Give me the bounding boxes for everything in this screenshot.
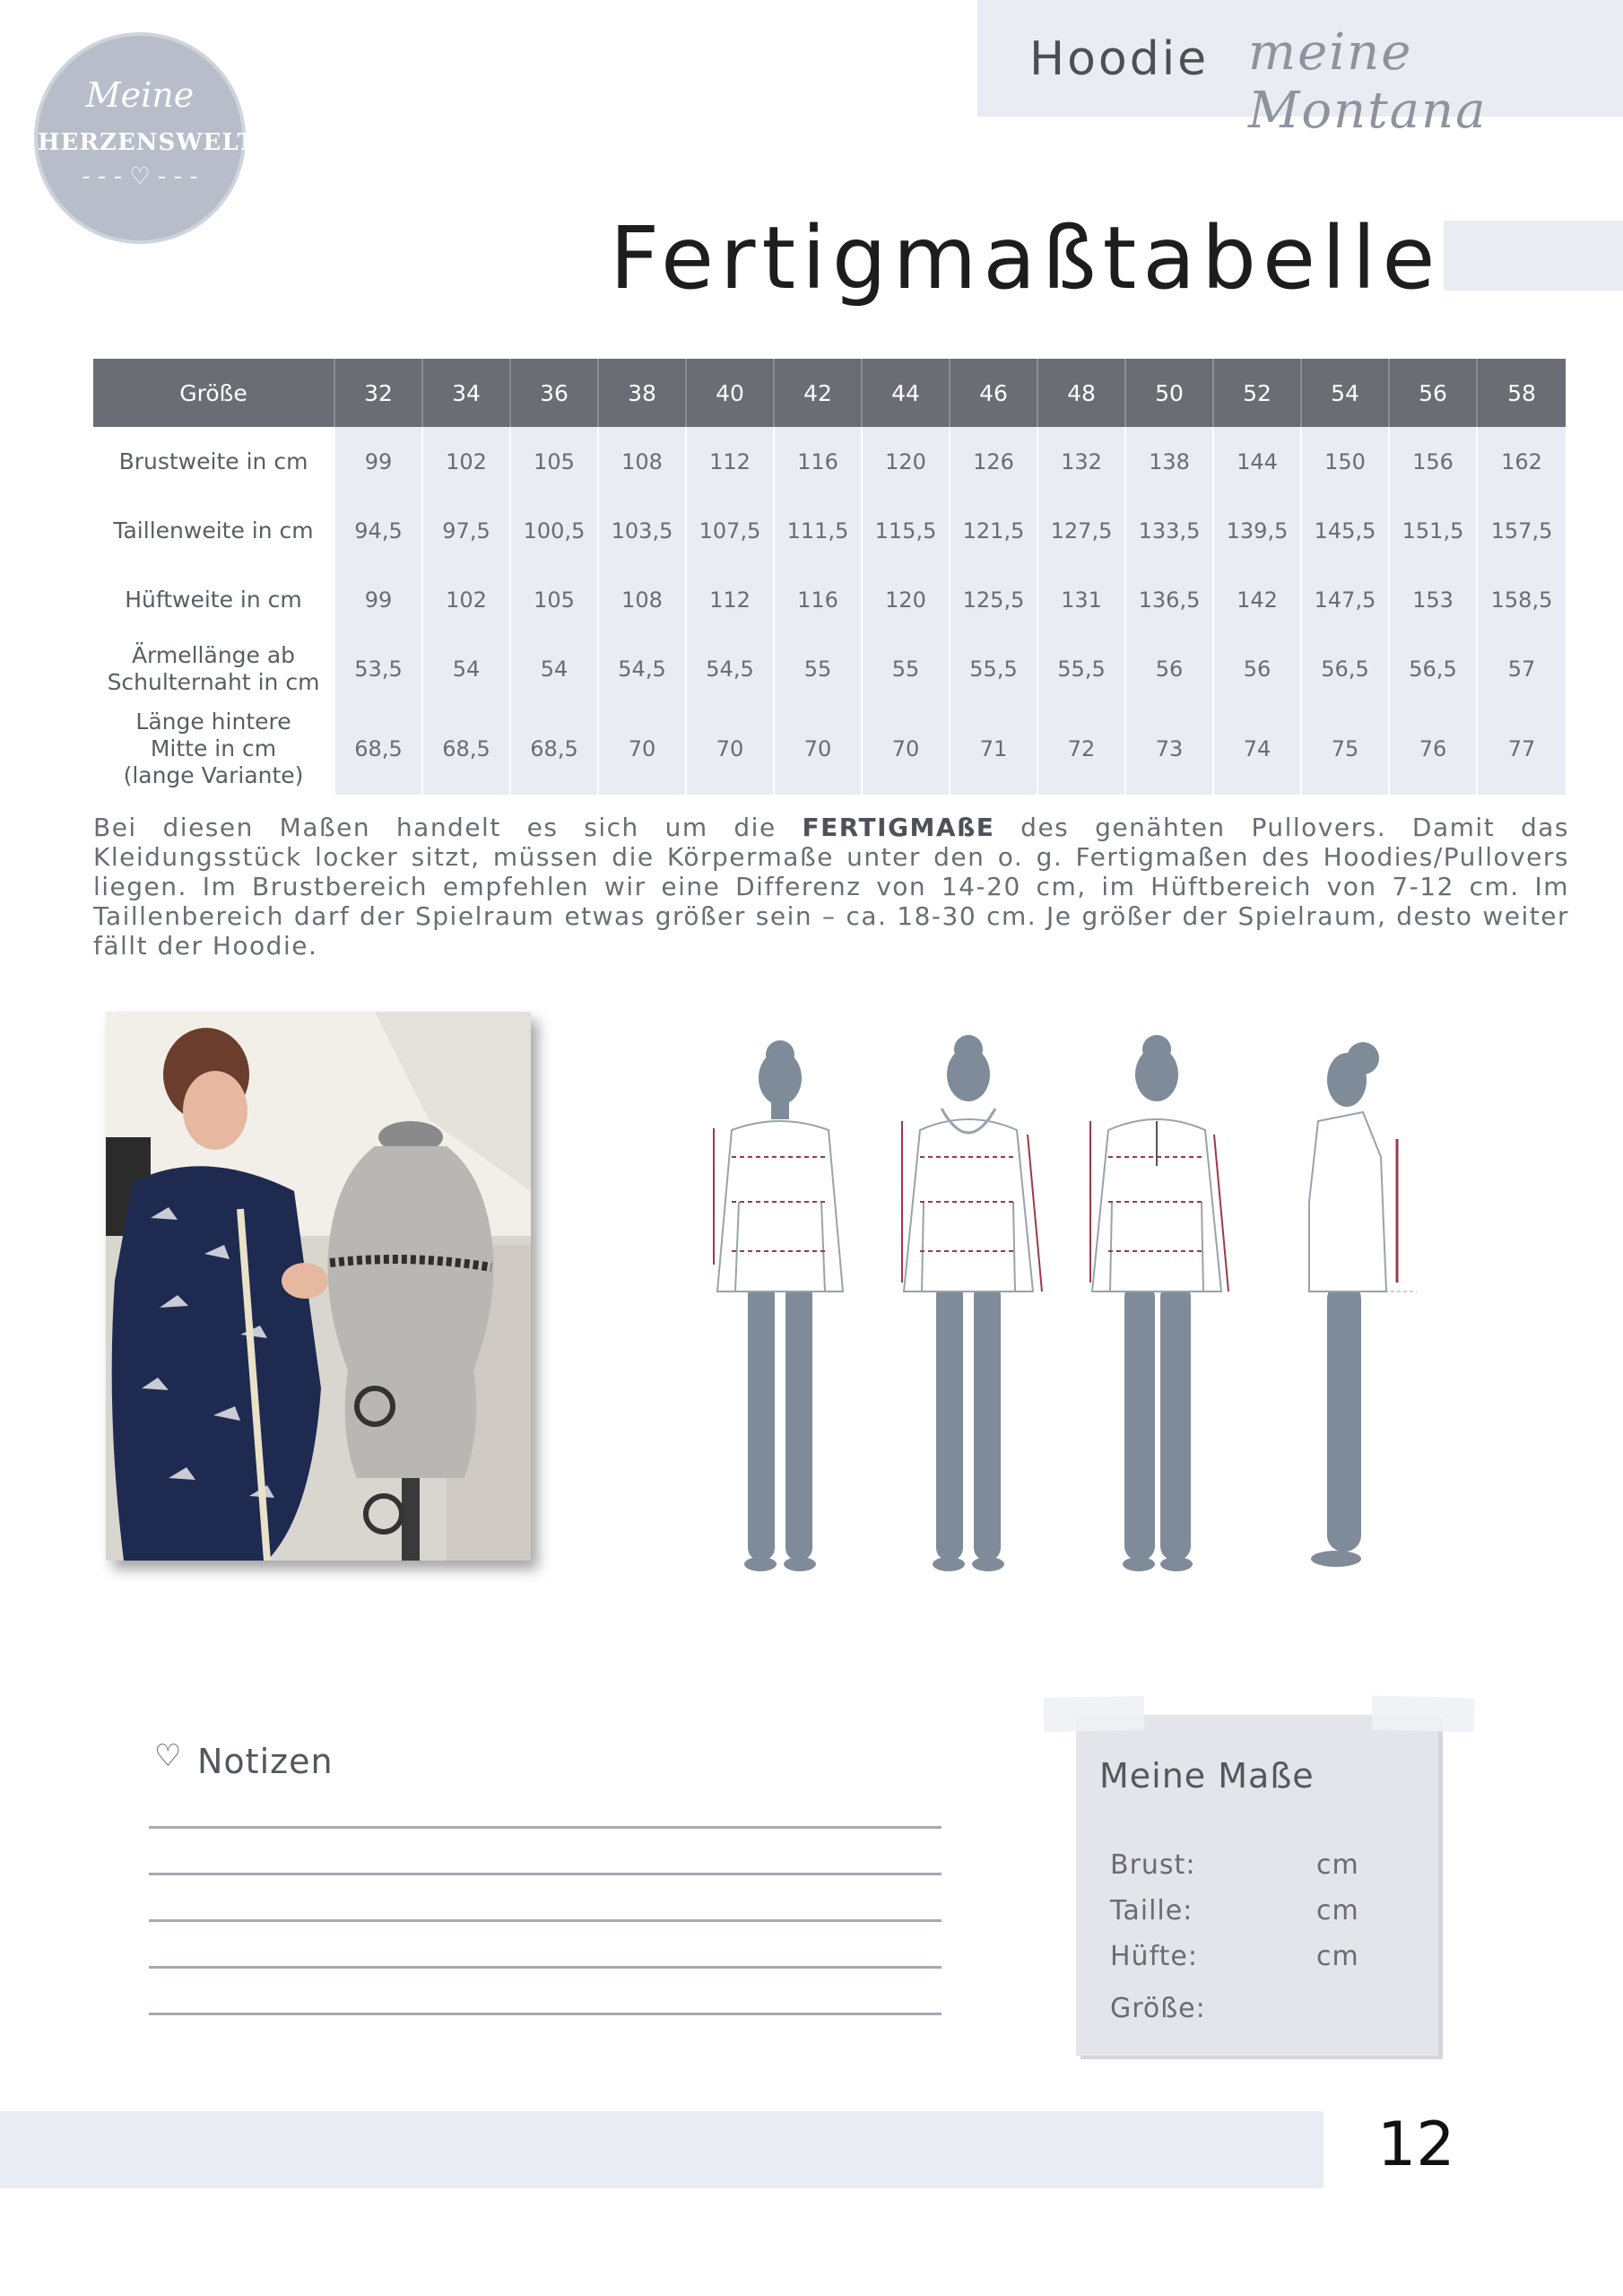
table-cell: 157,5 [1478,496,1566,565]
table-cell: 99 [335,565,423,634]
table-cell: 151,5 [1390,496,1478,565]
card-label-chest: Brust: [1110,1849,1196,1881]
size-header-cell: 40 [687,359,775,427]
note-line[interactable] [149,2013,942,2015]
header-title: Hoodie [1029,32,1210,86]
size-header-cell: 34 [423,359,511,427]
card-unit-waist: cm [1316,1895,1359,1926]
table-cell: 107,5 [687,496,775,565]
table-cell: 56,5 [1390,634,1478,703]
card-title: Meine Maße [1099,1756,1315,1796]
table-cell: 158,5 [1478,565,1566,634]
note-line[interactable] [149,1826,942,1829]
note-line[interactable] [149,1919,942,1922]
table-cell: 68,5 [423,703,511,795]
table-cell: 94,5 [335,496,423,565]
card-unit-hip: cm [1316,1941,1359,1972]
row-label-line: Brustweite in cm [118,448,308,474]
row-label-line: (lange Variante) [123,762,304,788]
table-cell: 121,5 [950,496,1038,565]
table-header-row [93,359,1566,427]
table-cell: 116 [775,427,863,496]
table-cell: 150 [1302,427,1390,496]
table-cell: 55 [775,634,863,703]
size-header-cell: 48 [1038,359,1126,427]
size-header-cell: 58 [1478,359,1566,427]
description-after: des genähten Pullovers. Damit das Kleidungsstück locker sitzt, müssen die Körpermaße unter den o. g. Fertigmaßen des Hoodies/Pullovers liegen. Im Brustbereich empfehlen wir eine Differenz von 14-20 cm, im Hüftbereich von 7-12 cm. Im Taillenbereich darf der Spielraum etwas größer sein – ca. 18-30 cm. Je größer der Spielraum, desto weiter fällt der Hoodie. [93,813,1569,961]
table-cell: 53,5 [335,634,423,703]
card-label-size: Größe: [1110,1993,1206,2024]
table-cell: 120 [863,427,950,496]
description-before: Bei diesen Maßen handelt es sich um die [93,813,803,842]
measurement-table [93,359,1566,795]
brand-logo [34,32,256,244]
table-cell: 56,5 [1302,634,1390,703]
table-cell: 142 [1214,565,1302,634]
logo-brand-text: HERZENSWELT [38,129,256,156]
table-cell: 133,5 [1126,496,1214,565]
table-cell: 105 [511,565,599,634]
size-header-cell: 54 [1302,359,1390,427]
table-cell: 70 [775,703,863,795]
measurement-figures [699,1022,1435,1578]
table-cell: 102 [423,565,511,634]
table-cell: 105 [511,427,599,496]
table-cell: 132 [1038,427,1126,496]
table-cell: 70 [687,703,775,795]
logo-heart-icon: - - - ♡ - - - [82,163,198,190]
table-cell: 100,5 [511,496,599,565]
table-cell: 125,5 [950,565,1038,634]
page-title: Fertigmaßtabelle [610,208,1442,309]
table-cell: 136,5 [1126,565,1214,634]
table-row [93,703,1566,795]
size-header-cell: 36 [511,359,599,427]
row-label [93,496,335,565]
table-cell: 72 [1038,703,1126,795]
table-row [93,427,1566,496]
size-header-label: Größe [93,359,335,427]
table-cell: 70 [599,703,687,795]
table-cell: 108 [599,565,687,634]
table-cell: 55 [863,634,950,703]
notes-label: Notizen [197,1742,334,1781]
table-cell: 116 [775,565,863,634]
size-header-cell: 38 [599,359,687,427]
table-cell: 56 [1214,634,1302,703]
table-cell: 68,5 [511,703,599,795]
tailor-photo [106,1012,531,1561]
table-cell: 156 [1390,427,1478,496]
card-label-waist: Taille: [1110,1895,1193,1926]
size-header-cell: 46 [950,359,1038,427]
table-cell: 55,5 [950,634,1038,703]
row-label [93,565,335,634]
card-unit-chest: cm [1316,1849,1359,1881]
table-cell: 75 [1302,703,1390,795]
row-label [93,703,335,795]
table-cell: 147,5 [1302,565,1390,634]
tape-strip-left [1044,1696,1145,1732]
table-cell: 162 [1478,427,1566,496]
row-label-line: Ärmellänge ab [131,641,296,668]
table-cell: 99 [335,427,423,496]
table-cell: 56 [1126,634,1214,703]
table-cell: 73 [1126,703,1214,795]
table-cell: 74 [1214,703,1302,795]
row-label-line: Hüftweite in cm [125,586,302,613]
tape-strip-right [1372,1696,1475,1733]
table-cell: 153 [1390,565,1478,634]
page-number: 12 [1377,2109,1455,2180]
table-cell: 145,5 [1302,496,1390,565]
table-row [93,634,1566,703]
row-label-line: Mitte in cm [150,735,277,761]
table-cell: 144 [1214,427,1302,496]
table-cell: 131 [1038,565,1126,634]
size-header-cell: 52 [1214,359,1302,427]
table-cell: 97,5 [423,496,511,565]
description-emphasis: FERTIGMAßE [802,813,995,842]
table-cell: 111,5 [775,496,863,565]
card-label-hip: Hüfte: [1110,1941,1198,1972]
footer-bar [0,2111,1324,2188]
table-cell: 102 [423,427,511,496]
description-text [93,813,1569,961]
figure-back-hoodie [1123,1035,1193,1571]
table-cell: 138 [1126,427,1214,496]
table-cell: 112 [687,565,775,634]
table-cell: 112 [687,427,775,496]
table-row [93,496,1566,565]
table-cell: 77 [1478,703,1566,795]
figure-front-hoodie [933,1035,1004,1571]
row-label [93,634,335,703]
figure-front-sweater [744,1040,816,1571]
table-cell: 70 [863,703,950,795]
row-label [93,427,335,496]
table-cell: 108 [599,427,687,496]
size-header-cell: 42 [775,359,863,427]
header-script-title: meine Montana [1248,23,1488,140]
table-cell: 57 [1478,634,1566,703]
table-cell: 54,5 [599,634,687,703]
size-header-cell: 32 [335,359,423,427]
heart-icon: ♡ [154,1738,182,1774]
logo-script-text: Meine [85,75,195,115]
table-cell: 120 [863,565,950,634]
table-cell: 126 [950,427,1038,496]
table-cell: 54 [511,634,599,703]
size-header-cell: 50 [1126,359,1214,427]
row-label-line: Schulternaht in cm [107,668,320,695]
table-cell: 68,5 [335,703,423,795]
table-cell: 55,5 [1038,634,1126,703]
row-label-line: Länge hintere [135,709,291,735]
table-cell: 139,5 [1214,496,1302,565]
table-row [93,565,1566,634]
size-header-cell: 44 [863,359,950,427]
table-cell: 71 [950,703,1038,795]
table-cell: 54 [423,634,511,703]
table-cell: 103,5 [599,496,687,565]
row-label-line: Taillenweite in cm [113,517,314,544]
size-header-cell: 56 [1390,359,1478,427]
note-line[interactable] [149,1873,942,1875]
table-cell: 127,5 [1038,496,1126,565]
note-line[interactable] [149,1966,942,1969]
table-cell: 76 [1390,703,1478,795]
title-accent-box [1444,221,1623,291]
table-cell: 54,5 [687,634,775,703]
table-cell: 115,5 [863,496,950,565]
